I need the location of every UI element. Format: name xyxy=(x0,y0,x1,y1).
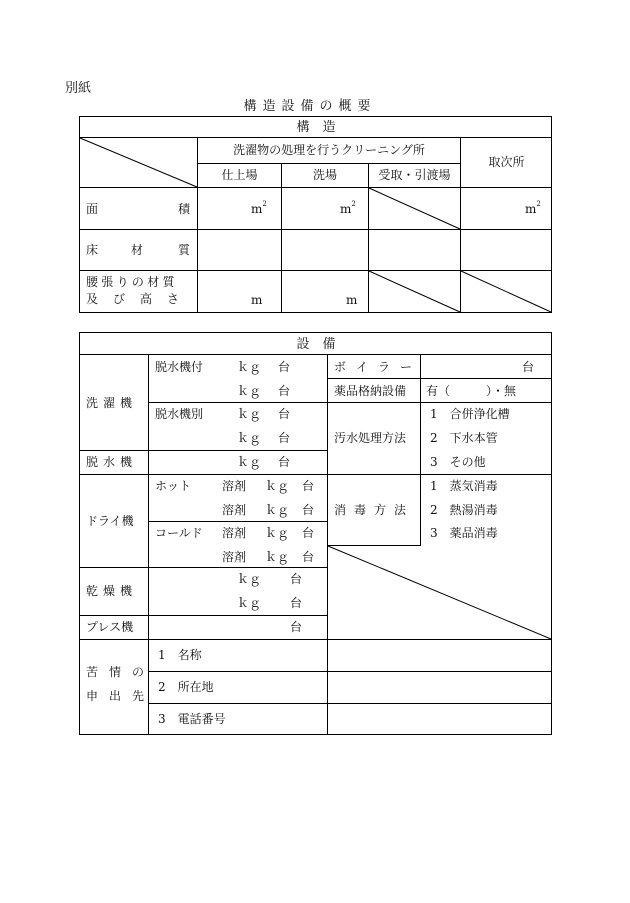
kg-8: ｋｇ xyxy=(265,526,290,540)
dai-5: 台 xyxy=(278,455,291,469)
koshi-unit-2: m xyxy=(346,293,358,307)
equipment-header: 設 備 xyxy=(296,337,336,352)
dai-7: 台 xyxy=(302,503,315,517)
boiler-dai: 台 xyxy=(522,360,535,374)
dry-ki-label: ドライ機 xyxy=(86,514,134,528)
kg-9: ｋｇ xyxy=(265,550,290,564)
kg-5: ｋｇ xyxy=(237,455,262,469)
page-title: 構造設備の概要 xyxy=(243,99,377,114)
dai-3: 台 xyxy=(278,407,291,421)
dai-2: 台 xyxy=(278,384,291,398)
col-araiba: 洗場 xyxy=(312,168,337,182)
kg-2: ｋｇ xyxy=(237,384,262,398)
row-yuka-a: 床 xyxy=(86,243,99,257)
menseki-unit-2: $m^2$ xyxy=(340,200,356,216)
kg-3: ｋｇ xyxy=(237,407,262,421)
dai-6: 台 xyxy=(302,479,315,493)
col-uketori: 受取・引渡場 xyxy=(378,168,451,182)
dassuiki-betsu-label: 脱水機別 xyxy=(155,407,204,421)
osui-option-1: 1 合併浄化槽 xyxy=(430,407,510,421)
kg-4: ｋｇ xyxy=(237,431,262,445)
shodoku-option-3: 3 薬品消毒 xyxy=(430,526,498,540)
row-menseki-b: 積 xyxy=(178,202,191,216)
kg-6: ｋｇ xyxy=(265,479,290,493)
shodoku-label: 消毒方法 xyxy=(334,503,415,517)
hot-label: ホット xyxy=(155,479,192,493)
menseki-unit-3: $m^2$ xyxy=(525,200,541,216)
kg-11: ｋｇ xyxy=(237,596,262,610)
osui-option-2: 2 下水本管 xyxy=(430,431,498,445)
cleaning-shop-label: 洗濯物の処理を行うクリーニング所 xyxy=(233,143,425,157)
koshi-unit-1: m xyxy=(251,293,263,307)
dassuiki-label: 脱水機 xyxy=(86,455,138,469)
sentakuki-label: 洗濯機 xyxy=(86,396,138,410)
yozai-4: 溶剤 xyxy=(222,550,247,564)
dai-11: 台 xyxy=(290,596,303,610)
col-shiage: 仕上場 xyxy=(221,168,258,182)
row-yuka-c: 質 xyxy=(178,243,191,257)
structure-header: 構 造 xyxy=(296,120,336,135)
dai-9: 台 xyxy=(302,550,315,564)
row-menseki-a: 面 xyxy=(86,202,99,216)
kg-10: ｋｇ xyxy=(237,572,262,586)
kansoki-label: 乾燥機 xyxy=(86,584,138,598)
kujo-label-1: 苦情の xyxy=(86,665,156,679)
dassuiki-tsuki-label: 脱水機付 xyxy=(155,360,204,374)
yozai-3: 溶剤 xyxy=(222,526,247,540)
dai-12: 台 xyxy=(290,620,303,634)
dai-4: 台 xyxy=(278,431,291,445)
yakuhin-value: 有（ ）・無 xyxy=(426,384,517,398)
page-label: 別紙 xyxy=(65,81,92,96)
dai-10: 台 xyxy=(290,572,303,586)
yozai-2: 溶剤 xyxy=(222,503,247,517)
toritsugi-label: 取次所 xyxy=(488,155,525,169)
kujo-item-name: 1 名称 xyxy=(158,648,202,662)
kg-1: ｋｇ xyxy=(237,360,262,374)
cold-label: コールド xyxy=(155,526,203,540)
row-koshi-2: 及び高さ xyxy=(86,292,195,306)
kg-7: ｋｇ xyxy=(265,503,290,517)
kujo-item-address: 2 所在地 xyxy=(158,680,214,694)
kujo-item-phone: 3 電話番号 xyxy=(158,712,226,726)
shodoku-option-1: 1 蒸気消毒 xyxy=(430,479,498,493)
dai-8: 台 xyxy=(302,526,315,540)
row-koshi-1: 腰張りの材質 xyxy=(86,275,178,289)
dai-1: 台 xyxy=(278,360,291,374)
yozai-1: 溶剤 xyxy=(222,479,247,493)
boiler-label: ボイラー xyxy=(334,360,423,374)
menseki-unit-1: $m^2$ xyxy=(251,200,267,216)
osui-label: 汚水処理方法 xyxy=(334,431,407,445)
osui-option-3: 3 その他 xyxy=(430,455,486,469)
press-label: プレス機 xyxy=(86,620,134,634)
kujo-label-2: 申出先 xyxy=(86,689,156,703)
shodoku-option-2: 2 熱湯消毒 xyxy=(430,503,498,517)
yakuhin-label: 薬品格納設備 xyxy=(334,384,407,398)
row-yuka-b: 材 xyxy=(131,243,144,257)
